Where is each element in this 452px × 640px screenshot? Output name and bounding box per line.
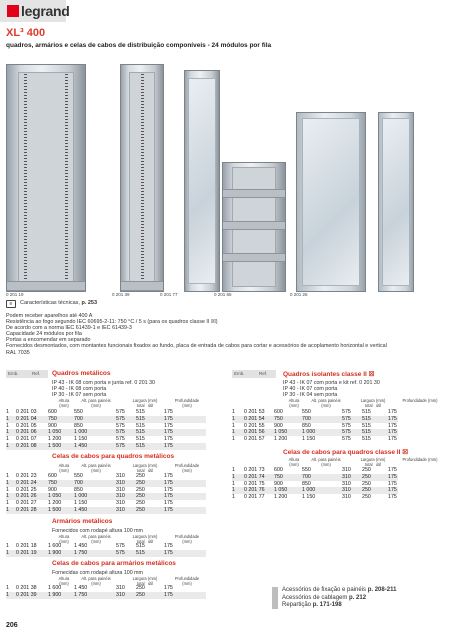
table-cell: 900 — [274, 422, 283, 429]
table-cell: 850 — [74, 486, 83, 493]
table-cell: 600 — [274, 467, 283, 473]
table-cell: 750 — [48, 415, 57, 422]
table-cell: 1 — [232, 494, 235, 501]
table-cell: 175 — [388, 473, 397, 480]
section-title-metal: Quadros metálicos — [52, 370, 111, 377]
table-cell: 1 900 — [48, 591, 62, 598]
table-cell: 310 — [116, 507, 125, 513]
product-ref: 0 201 24 — [16, 479, 37, 486]
reference-page-link[interactable]: p. 208-211 — [367, 587, 397, 593]
product-ref: 0 201 75 — [244, 480, 265, 487]
spec-line: RAL 7035 — [6, 349, 30, 356]
table-cell: 515 — [136, 415, 145, 422]
product-ref: 0 201 19 — [16, 549, 37, 556]
product-ref: 0 201 38 — [16, 585, 37, 591]
table-cell: 1 150 — [302, 494, 316, 501]
table-cell: 250 — [136, 473, 145, 479]
table-cell: 310 — [342, 487, 351, 494]
brand-logo — [0, 0, 70, 22]
table-cell: 700 — [74, 415, 83, 422]
product-ref: 0 201 25 — [16, 486, 37, 493]
table-cell: 1 — [6, 585, 9, 591]
reference-line: Acessórios de cablagem p. 212 — [282, 594, 367, 601]
armarios-note: Fornecidos com rodapé altura 100 mm — [52, 528, 143, 534]
table-cell: 515 — [362, 415, 371, 422]
table-row — [232, 494, 398, 501]
section-title-isolantes: Quadros isolantes classe II ☒ — [283, 371, 375, 378]
table-cell: 175 — [164, 591, 173, 598]
table-cell: 175 — [388, 422, 397, 429]
table-cell: 515 — [136, 436, 145, 443]
table-cell: 1 — [6, 415, 9, 422]
table-cell: 515 — [136, 409, 145, 415]
references-marker — [272, 587, 278, 609]
section-title-cells-isolantes: Celas de cabos para quadros classe II ☒ — [283, 449, 409, 456]
table-cell: 310 — [342, 494, 351, 501]
product-ref: 0 201 04 — [16, 415, 37, 422]
table-cell: 1 — [232, 436, 235, 443]
table-cell: 1 — [6, 549, 9, 556]
table-cell: 515 — [136, 549, 145, 556]
product-ref: 0 201 08 — [16, 443, 37, 449]
product-ref: 0 201 39 — [16, 591, 37, 598]
table-cell: 700 — [302, 415, 311, 422]
table-cell: 575 — [342, 415, 351, 422]
header-ref: Ref. — [259, 371, 268, 376]
table-cell: 1 600 — [48, 585, 62, 591]
table-cell: 1 900 — [48, 549, 62, 556]
table-cell: 515 — [362, 422, 371, 429]
table-cell: 1 150 — [302, 436, 316, 443]
table-cell: 515 — [136, 443, 145, 449]
table-cell: 575 — [342, 409, 351, 415]
table-cell: 515 — [362, 409, 371, 415]
table-cell: 250 — [136, 486, 145, 493]
product-ref: 0 201 05 — [16, 422, 37, 429]
product-ref: 0 201 56 — [244, 429, 265, 436]
cabinet-image-3 — [184, 70, 220, 292]
figure-caption: 0 201 19 — [6, 292, 24, 297]
cabinet-image-1 — [6, 64, 86, 292]
table-cell: 1 050 — [48, 429, 62, 436]
figure-caption: 0 201 39 — [112, 292, 130, 297]
table-cell: 250 — [136, 507, 145, 513]
product-ref: 0 201 23 — [16, 473, 37, 479]
product-ref: 0 201 26 — [16, 493, 37, 500]
table-cell: 1 — [232, 415, 235, 422]
table-cell: 575 — [116, 415, 125, 422]
table-cell: 575 — [116, 543, 125, 549]
table-cell: 515 — [362, 436, 371, 443]
table-cell: 175 — [164, 493, 173, 500]
table-cell: 1 — [6, 500, 9, 507]
section-title-cells-armarios: Celas de cabos para armários metálicos — [52, 560, 176, 567]
tech-characteristics — [20, 300, 97, 306]
table-cell: 1 200 — [274, 436, 288, 443]
spec-line: De acordo com a norma IEC 61439-1 e IEC 61439-3 — [6, 325, 132, 332]
table-cell: 175 — [164, 473, 173, 479]
table-cell: 175 — [164, 429, 173, 436]
table-cell: 1 000 — [302, 487, 316, 494]
figure-caption: 0 201 26 — [290, 292, 308, 297]
table-cell: 1 — [232, 422, 235, 429]
table-cell: 310 — [116, 493, 125, 500]
table-cell: 1 750 — [74, 591, 88, 598]
table-cell: 900 — [48, 486, 57, 493]
table-cell: 250 — [362, 467, 371, 473]
table-cell: 515 — [136, 429, 145, 436]
product-ref: 0 201 53 — [244, 409, 265, 415]
table-cell: 310 — [116, 585, 125, 591]
references — [282, 587, 396, 610]
product-ref: 0 201 77 — [244, 494, 265, 501]
table-cell: 175 — [388, 487, 397, 494]
spec-line: Capacidade 24 módulos por fila — [6, 331, 82, 338]
table-cell: 175 — [388, 480, 397, 487]
figure-caption: 0 201 65 — [214, 292, 232, 297]
table-cell: 575 — [116, 436, 125, 443]
table-cell: 700 — [74, 479, 83, 486]
table-cell: 575 — [342, 429, 351, 436]
table-row — [6, 592, 206, 599]
table-cell: 1 150 — [74, 436, 88, 443]
table-cell: 1 — [6, 429, 9, 436]
metal-notes: IP 43 - IK 08 com porta e junta ref. 0 201 30 IP 40 - IK 08 com porta IP 30 - IK 07 sem porta — [52, 380, 155, 398]
table-cell: 1 200 — [48, 500, 62, 507]
table-cell: 600 — [48, 409, 57, 415]
cells-armarios-note: Fornecidas com rodapé altura 100 mm — [52, 570, 143, 576]
table-cell: 1 — [232, 467, 235, 473]
table-cell: 515 — [136, 422, 145, 429]
product-ref: 0 201 28 — [16, 507, 37, 513]
table-cell: 250 — [136, 585, 145, 591]
table-cell: 900 — [48, 422, 57, 429]
spec-line: Resistência ao fogo segundo IEC 60695-2-11: 750 °C / 5 s (para os quadros classe II ☒) — [6, 319, 218, 326]
table-cell: 310 — [342, 480, 351, 487]
table-row — [6, 550, 206, 557]
tech-text: Características técnicas, — [20, 300, 82, 306]
table-cell: 1 500 — [48, 507, 62, 513]
table-cell: 175 — [164, 500, 173, 507]
spec-list — [6, 313, 444, 356]
table-cell: 1 — [6, 436, 9, 443]
header-emb: Emb. — [8, 371, 19, 376]
table-cell: 175 — [388, 429, 397, 436]
table-cell: 250 — [362, 487, 371, 494]
table-cell: 250 — [136, 479, 145, 486]
table-cell: 1 050 — [274, 429, 288, 436]
table-cell: 750 — [274, 473, 283, 480]
brand-name: legrand — [21, 3, 70, 19]
table-cell: 250 — [362, 473, 371, 480]
table-cell: 175 — [164, 585, 173, 591]
table-cell: 310 — [116, 486, 125, 493]
table-cell: 1 150 — [74, 500, 88, 507]
table-cell: 550 — [302, 467, 311, 473]
table-cell: 575 — [116, 429, 125, 436]
product-ref: 0 201 73 — [244, 467, 265, 473]
table-cell: 515 — [362, 429, 371, 436]
product-ref: 0 201 57 — [244, 436, 265, 443]
table-cell: 575 — [342, 422, 351, 429]
spec-line: Podem receber aparelhos até 400 A — [6, 313, 93, 319]
table-cell: 175 — [164, 549, 173, 556]
table-cell: 1 200 — [274, 494, 288, 501]
table-cell: 310 — [116, 473, 125, 479]
table-cell: 1 200 — [48, 436, 62, 443]
table-cell: 175 — [164, 486, 173, 493]
table-cell: 175 — [164, 436, 173, 443]
table-cell: 850 — [74, 422, 83, 429]
cabinet-image-5 — [296, 112, 366, 292]
isolantes-notes: IP 43 - IK 07 com porta e kit ref. 0 201 30 IP 40 - IK 07 com porta IP 30 - IK 04 sem porta — [283, 380, 380, 398]
table-cell: 1 450 — [74, 543, 88, 549]
spec-line: Fornecidos desmontados, com montantes funcionais fixados ao fundo, placa de entrada de cabos para cortar e acessórios de acoplamento horizontal e vertical — [6, 343, 387, 350]
section-title-cells-quadros: Celas de cabos para quadros metálicos — [52, 453, 175, 460]
table-cell: 1 — [6, 409, 9, 415]
table-cell: 750 — [48, 479, 57, 486]
table-cell: 175 — [164, 507, 173, 513]
product-ref: 0 201 76 — [244, 487, 265, 494]
table-cell: 310 — [342, 467, 351, 473]
table-cell: 550 — [74, 473, 83, 479]
table-cell: 1 — [6, 591, 9, 598]
table-cell: 1 450 — [74, 443, 88, 449]
table-cell: 550 — [74, 409, 83, 415]
table-cell: 175 — [388, 467, 397, 473]
table-cell: 575 — [342, 436, 351, 443]
figure-caption: 0 201 77 — [160, 292, 178, 297]
table-cell: 850 — [302, 480, 311, 487]
product-ref: 0 201 06 — [16, 429, 37, 436]
table-cell: 175 — [164, 415, 173, 422]
table-cell: 1 — [6, 443, 9, 449]
table-cell: 175 — [164, 479, 173, 486]
table-row — [6, 443, 206, 450]
table-cell: 1 — [6, 479, 9, 486]
table-cell: 175 — [388, 494, 397, 501]
reference-page-link[interactable]: p. 212 — [349, 594, 367, 601]
table-cell: 175 — [164, 422, 173, 429]
table-cell: 1 000 — [74, 429, 88, 436]
section-title-armarios: Armários metálicos — [52, 518, 113, 525]
tech-page-link[interactable]: p. 253 — [81, 300, 98, 306]
document-icon: ≡ — [6, 300, 16, 308]
cabinet-image-4 — [222, 162, 286, 292]
table-row — [6, 507, 206, 514]
table-cell: 1 — [232, 473, 235, 480]
table-cell: 175 — [164, 443, 173, 449]
table-cell: 250 — [362, 480, 371, 487]
table-row — [232, 436, 398, 443]
table-cell: 1 450 — [74, 507, 88, 513]
table-cell: 1 — [6, 493, 9, 500]
header-emb: Emb. — [234, 371, 245, 376]
table-cell: 515 — [136, 543, 145, 549]
table-cell: 1 — [6, 543, 9, 549]
product-ref: 0 201 74 — [244, 473, 265, 480]
table-cell: 600 — [48, 473, 57, 479]
table-cell: 175 — [388, 436, 397, 443]
table-cell: 250 — [136, 493, 145, 500]
table-cell: 1 — [232, 409, 235, 415]
table-cell: 1 — [6, 422, 9, 429]
table-cell: 175 — [164, 409, 173, 415]
table-cell: 1 — [232, 480, 235, 487]
cabinet-image-2 — [120, 64, 164, 292]
table-cell: 1 450 — [74, 585, 88, 591]
reference-page-link[interactable]: p. 171-198 — [312, 602, 342, 609]
product-ref: 0 201 55 — [244, 422, 265, 429]
product-ref: 0 201 07 — [16, 436, 37, 443]
page-number: 206 — [6, 622, 18, 629]
table-cell: 700 — [302, 473, 311, 480]
product-images — [6, 64, 446, 296]
page-title: XL³ 400 — [6, 27, 46, 39]
table-cell: 600 — [274, 409, 283, 415]
table-cell: 1 600 — [48, 543, 62, 549]
spec-line: Portas a encomendar em separado — [6, 337, 91, 344]
table-cell: 1 — [6, 473, 9, 479]
table-cell: 1 — [6, 486, 9, 493]
table-cell: 850 — [302, 422, 311, 429]
cabinet-image-6 — [378, 112, 414, 292]
legrand-mark-icon — [7, 5, 19, 17]
table-cell: 310 — [116, 591, 125, 598]
product-ref: 0 201 27 — [16, 500, 37, 507]
table-cell: 250 — [362, 494, 371, 501]
table-cell: 1 — [232, 429, 235, 436]
table-cell: 1 050 — [48, 493, 62, 500]
page-subtitle: quadros, armários e celas de cabos de distribuição componíveis - 24 módulos por fila — [6, 42, 272, 49]
table-cell: 575 — [116, 443, 125, 449]
product-ref: 0 201 03 — [16, 409, 37, 415]
table-cell: 175 — [388, 415, 397, 422]
table-cell: 900 — [274, 480, 283, 487]
table-cell: 1 000 — [302, 429, 316, 436]
product-ref: 0 201 54 — [244, 415, 265, 422]
table-cell: 1 050 — [274, 487, 288, 494]
table-cell: 250 — [136, 591, 145, 598]
table-cell: 1 750 — [74, 549, 88, 556]
table-cell: 1 500 — [48, 443, 62, 449]
table-cell: 575 — [116, 409, 125, 415]
table-cell: 310 — [116, 500, 125, 507]
product-ref: 0 201 18 — [16, 543, 37, 549]
table-cell: 550 — [302, 409, 311, 415]
reference-line: Repartição p. 171-198 — [282, 602, 342, 609]
table-cell: 575 — [116, 422, 125, 429]
reference-line: Acessórios de fixação e painéis p. 208-211 — [282, 587, 397, 593]
table-cell: 750 — [274, 415, 283, 422]
table-cell: 1 — [6, 507, 9, 513]
table-cell: 1 — [232, 487, 235, 494]
table-cell: 310 — [116, 479, 125, 486]
table-cell: 310 — [342, 473, 351, 480]
table-cell: 1 000 — [74, 493, 88, 500]
table-cell: 575 — [116, 549, 125, 556]
table-cell: 175 — [164, 543, 173, 549]
header-ref: Ref. — [32, 371, 41, 376]
table-cell: 175 — [388, 409, 397, 415]
table-cell: 250 — [136, 500, 145, 507]
